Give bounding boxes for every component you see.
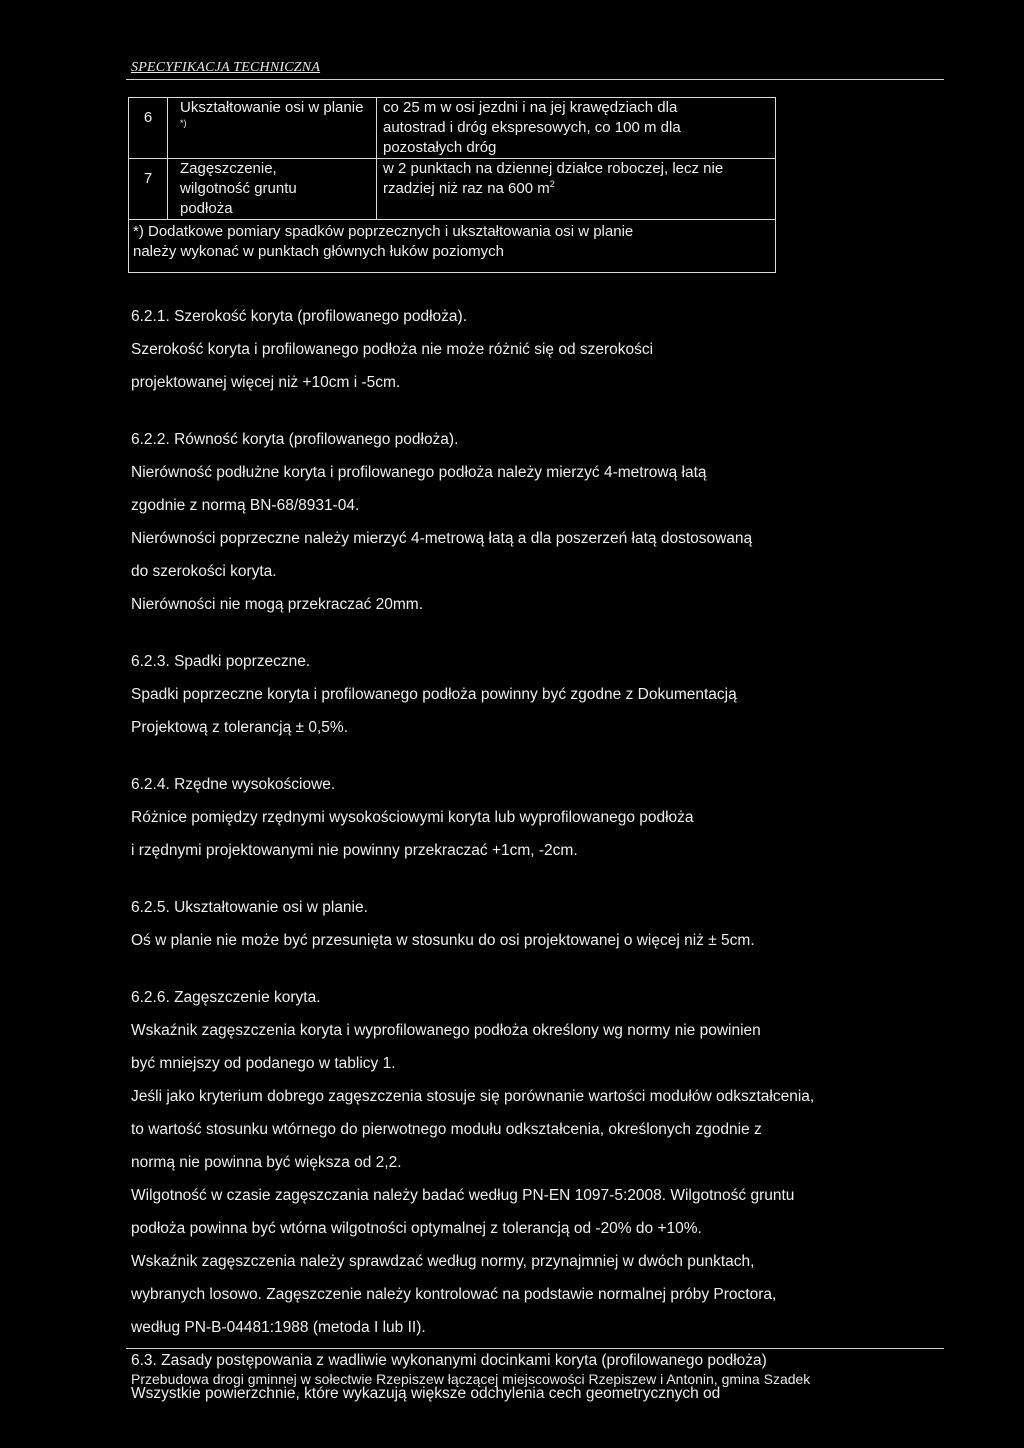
footnote-line: należy wykonać w punktach głównych łuków poziomych [133, 243, 505, 260]
property-line: Zagęszczenie, [180, 160, 277, 177]
header-divider [126, 79, 944, 80]
frequency-line: co 25 m w osi jezdni i na jej krawędziach dla [383, 99, 678, 116]
footer-divider [126, 1348, 944, 1349]
paragraph-line: Nierówności nie mogą przekraczać 20mm. [131, 596, 424, 613]
paragraph-line: Jeśli jako kryterium dobrego zagęszczenia stosuje się porównanie wartości modułów odkształcenia, [131, 1088, 815, 1105]
spacer [131, 957, 901, 981]
paragraph-line: projektowanej więcej niż +10cm i -5cm. [131, 374, 401, 391]
spacer [131, 867, 901, 891]
document-header-title: SPECYFIKACJA TECHNICZNA [131, 60, 321, 75]
footnote-line: *) Dodatkowe pomiary spadków poprzecznych i ukształtowania osi w planie [133, 223, 634, 240]
section-heading: 6.2.2. Równość koryta (profilowanego podłoża). [131, 431, 459, 448]
paragraph-line: Wilgotność w czasie zagęszczania należy badać według PN-EN 1097-5:2008. Wilgotność gruntu [131, 1187, 795, 1204]
paragraph-line: Wskaźnik zagęszczenia należy sprawdzać według normy, przynajmniej w dwóch punktach, [131, 1253, 755, 1270]
section-heading: 6.3. Zasady postępowania z wadliwie wykonanymi docinkami koryta (profilowanego podłoża) [131, 1352, 767, 1369]
paragraph-line: podłoża powinna być wtórna wilgotności optymalnej z tolerancją od -20% do +10%. [131, 1220, 702, 1237]
paragraph-line: Wskaźnik zagęszczenia koryta i wyprofilowanego podłoża określony wg normy nie powinien [131, 1022, 761, 1039]
paragraph-line: wybranych losowo. Zagęszczenie należy kontrolować na podstawie normalnej próby Proctora, [131, 1286, 777, 1303]
paragraph-line: i rzędnymi projektowanymi nie powinny przekraczać +1cm, -2cm. [131, 842, 578, 859]
paragraph-line: Wszystkie powierzchnie, które wykazują większe odchylenia cech geometrycznych od [131, 1385, 721, 1402]
paragraph-line: zgodnie z normą BN-68/8931-04. [131, 497, 360, 514]
frequency-line: pozostałych dróg [383, 139, 497, 156]
spacer [131, 621, 901, 645]
section-heading: 6.2.1. Szerokość koryta (profilowanego podłoża). [131, 308, 468, 325]
footnote-marker: *) [180, 118, 187, 128]
area-unit-exponent: 2 [549, 179, 555, 189]
paragraph-line: Różnice pomiędzy rzędnymi wysokościowymi koryta lub wyprofilowanego podłoża [131, 809, 694, 826]
frequency-line [383, 179, 769, 199]
row-number: 6 [129, 98, 168, 159]
table-footnote [129, 220, 776, 273]
section-heading: 6.2.5. Ukształtowanie osi w planie. [131, 899, 368, 916]
table-row [129, 98, 776, 159]
control-table [128, 97, 776, 273]
frequency-text: rzadziej niż raz na 600 m [383, 180, 550, 197]
frequency-line: autostrad i dróg ekspresowych, co 100 m dla [383, 119, 681, 136]
paragraph-line: według PN-B-04481:1988 (metoda I lub II). [131, 1319, 426, 1336]
paragraph-line: Nierówności poprzeczne należy mierzyć 4-metrową łatą a dla poszerzeń łatą dostosowaną [131, 530, 753, 547]
row-frequency [377, 159, 776, 220]
spacer [131, 744, 901, 768]
section-heading: 6.2.4. Rzędne wysokościowe. [131, 776, 336, 793]
property-text: Ukształtowanie osi w planie [180, 99, 364, 116]
paragraph-line: Oś w planie nie może być przesunięta w stosunku do osi projektowanej o więcej niż ± 5cm. [131, 932, 755, 949]
frequency-line: w 2 punktach na dziennej działce roboczej, lecz nie [383, 160, 724, 177]
row-frequency [377, 98, 776, 159]
property-line: podłoża [180, 200, 233, 217]
paragraph-line: to wartość stosunku wtórnego do pierwotnego modułu odkształcenia, określonych zgodnie z [131, 1121, 762, 1138]
paragraph-line: Spadki poprzeczne koryta i profilowanego podłoża powinny być zgodne z Dokumentacją [131, 686, 737, 703]
paragraph-line: Projektową z tolerancją ± 0,5%. [131, 719, 348, 736]
table-footnote-row [129, 220, 776, 273]
paragraph-line: być mniejszy od podanego w tablicy 1. [131, 1055, 396, 1072]
paragraph-line: do szerokości koryta. [131, 563, 277, 580]
paragraph-line: Nierówność podłużne koryta i profilowanego podłoża należy mierzyć 4-metrową łatą [131, 464, 707, 481]
row-property [168, 159, 377, 220]
row-property [168, 98, 377, 159]
document-footer: Przebudowa drogi gminnej w sołectwie Rzepiszew łączącej miejscowości Rzepiszew i Antonin, gmina Szadek [131, 1371, 811, 1387]
section-heading: 6.2.3. Spadki poprzeczne. [131, 653, 311, 670]
paragraph-line: Szerokość koryta i profilowanego podłoża nie może różnić się od szerokości [131, 341, 654, 358]
row-number: 7 [129, 159, 168, 220]
paragraph-line: normą nie powinna być większa od 2,2. [131, 1154, 402, 1171]
table-row [129, 159, 776, 220]
spacer [131, 399, 901, 423]
property-line: wilgotność gruntu [180, 180, 297, 197]
section-heading: 6.2.6. Zagęszczenie koryta. [131, 989, 321, 1006]
document-body [131, 300, 901, 1410]
